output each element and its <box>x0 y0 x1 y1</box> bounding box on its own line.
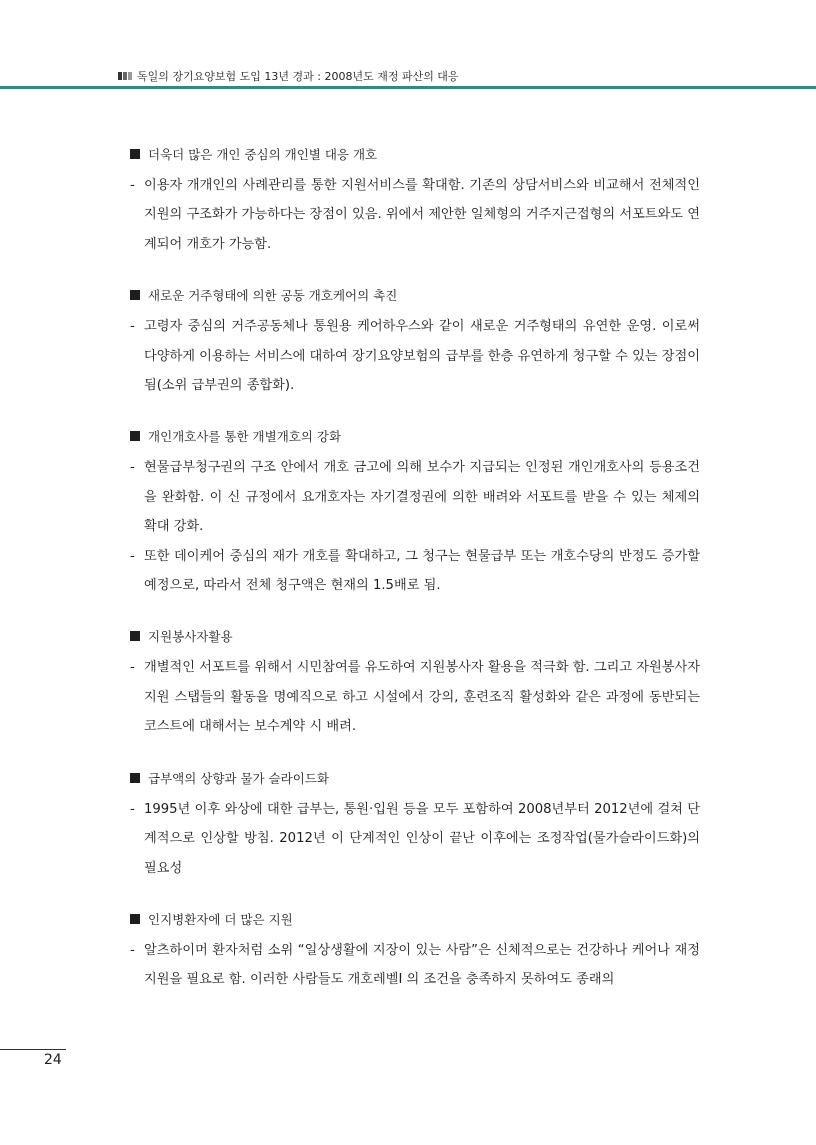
section-title <box>130 427 700 445</box>
square-bullet-icon <box>130 773 140 783</box>
section <box>130 286 700 400</box>
list-item <box>130 453 700 541</box>
header-rule <box>0 86 816 89</box>
dash-marker: - <box>130 460 135 476</box>
square-bullet-icon <box>130 290 140 300</box>
list-item <box>130 653 700 741</box>
header-mark <box>123 72 127 80</box>
page-body <box>130 145 700 1022</box>
section-title <box>130 627 700 645</box>
header-marks <box>118 72 132 80</box>
section <box>130 627 700 741</box>
dash-marker: - <box>130 548 135 564</box>
header-text: 독일의 장기요양보험 도입 13년 경과 : 2008년도 재정 파산의 대응 <box>137 70 459 83</box>
section <box>130 910 700 995</box>
list-item <box>130 171 700 259</box>
list-item <box>130 542 700 601</box>
list-item-text: 1995년 이후 와상에 대한 급부는, 통원·입원 등을 모두 포함하여 2008년부터 2012년에 걸쳐 단계적으로 인상할 방침. 2012년 이 단계적인 인상이 끝난 이후에는 조정작업(물가슬라이드화)의 필요성 <box>144 801 700 876</box>
page-number: 24 <box>44 1052 62 1068</box>
section-title-text: 개인개호사를 통한 개별개호의 강화 <box>148 429 342 445</box>
dash-marker: - <box>130 942 135 958</box>
section-title-text: 지원봉사자활용 <box>148 629 233 645</box>
section-title-text: 인지병환자에 더 많은 지원 <box>148 911 293 927</box>
section-title-text: 새로운 거주형태에 의한 공동 개호케어의 촉진 <box>148 288 398 304</box>
dash-marker: - <box>130 801 135 817</box>
header-mark <box>128 72 132 80</box>
list-item-text: 현물급부청구권의 구조 안에서 개호 금고에 의해 보수가 지급되는 인정된 개인개호사의 등용조건을 완화함. 이 신 규정에서 요개호자는 자기결정권에 의한 배려와 서포트를 받을 수 있는 체제의 확대 강화. <box>144 460 700 535</box>
list-item <box>130 936 700 995</box>
square-bullet-icon <box>130 631 140 641</box>
running-header <box>118 68 459 84</box>
section-title <box>130 286 700 304</box>
list-item-text: 이용자 개개인의 사례관리를 통한 지원서비스를 확대함. 기존의 상담서비스와 비교해서 전체적인 지원의 구조화가 가능하다는 장점이 있음. 위에서 제안한 일체형의 거주지근접형의 서포트와도 연계되어 개호가 가능함. <box>144 178 700 252</box>
section-title <box>130 145 700 163</box>
section <box>130 769 700 883</box>
dash-marker: - <box>130 660 135 676</box>
section-title-text: 급부액의 상향과 물가 슬라이드화 <box>148 770 329 786</box>
square-bullet-icon <box>130 431 140 441</box>
list-item <box>130 312 700 400</box>
list-item-text: 고령자 중심의 거주공동체나 통원용 케어하우스와 같이 새로운 거주형태의 유연한 운영. 이로써 다양하게 이용하는 서비스에 대하여 장기요양보험의 급부를 한층 유연하게 청구할 수 있는 장점이 됨(소위 급부권의 종합화). <box>144 319 700 394</box>
dash-marker: - <box>130 178 135 193</box>
list-item-text: 또한 데이케어 중심의 재가 개호를 확대하고, 그 청구는 현물급부 또는 개호수당의 반정도 증가할 예정으로, 따라서 전체 청구액은 현재의 1.5배로 됨. <box>144 548 700 594</box>
dash-marker: - <box>130 319 135 335</box>
list-item-text: 알츠하이머 환자처럼 소위 “일상생활에 지장이 있는 사람”은 신체적으로는 건강하나 케어나 재정지원을 필요로 함. 이러한 사람들도 개호레벨Ⅰ 의 조건을 충족하지 못하여도 종래의 <box>144 942 700 988</box>
section-title-text: 더욱더 많은 개인 중심의 개인별 대응 개호 <box>148 147 378 162</box>
section-title <box>130 910 700 928</box>
section-title <box>130 769 700 787</box>
square-bullet-icon <box>130 149 140 159</box>
footer-rule <box>0 1049 66 1050</box>
list-item <box>130 795 700 883</box>
square-bullet-icon <box>130 914 140 924</box>
section <box>130 145 700 259</box>
section <box>130 427 700 600</box>
list-item-text: 개별적인 서포트를 위해서 시민참여를 유도하여 지원봉사자 활용을 적극화 함. 그리고 자원봉사자 지원 스탭들의 활동을 명예직으로 하고 시설에서 강의, 훈련조직 활성화와 같은 과정에 동반되는 코스트에 대해서는 보수계약 시 배려. <box>144 660 700 735</box>
header-mark <box>118 72 122 80</box>
